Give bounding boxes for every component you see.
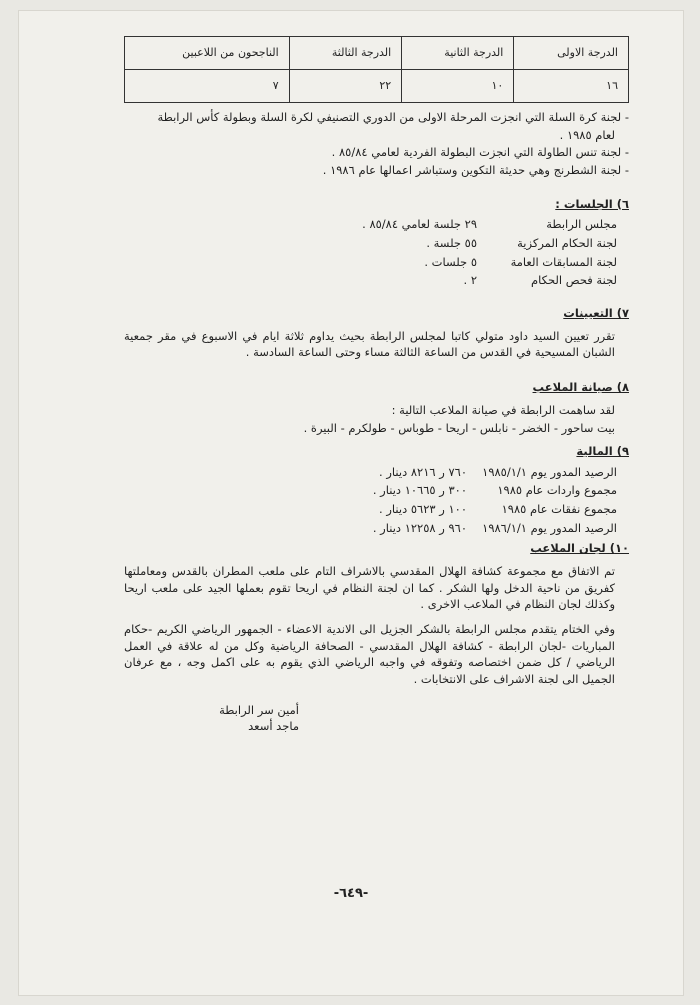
list-item (124, 464, 617, 481)
session-body: مجلس الرابطة (546, 217, 617, 232)
page-number: -٦٤٩- (333, 886, 369, 901)
document-body (124, 36, 629, 735)
session-count: ٥ جلسات . (424, 254, 477, 269)
list-item: - لجنة الشطرنج وهي حديثة التكوين وستباشر اعمالها عام ١٩٨٦ . (322, 163, 629, 178)
fields-text: تم الاتفاق مع مجموعة كشافة الهلال المقدسي بالاشراف التام على ملعب المطران بالقدس ومعاملتها كفريق من ناحية الدخل ولها الشكر . كما ان لجنة النظام في اريحا تقوم بعملها الجيد على ملعب اريحا وكذلك لجان النظام في الملاعب الاخرى . (124, 564, 615, 612)
list-item (124, 254, 617, 271)
table-cell: ١٠ (402, 70, 514, 103)
finance-amount: ٩٦٠ ر ١٢٢٥٨ دينار . (372, 520, 467, 535)
table-header-row (125, 37, 629, 70)
list-item (124, 501, 617, 518)
finance-amount: ٧٦٠ ر ٨٢١٦ دينار . (379, 464, 467, 479)
finance-heading: ٩) المالية (576, 444, 629, 459)
table-header-cell: الدرجة الثالثة (289, 37, 402, 70)
table-cell: ١٦ (514, 70, 629, 103)
list-item (124, 520, 617, 537)
finance-item: مجموع واردات عام ١٩٨٥ (497, 483, 617, 498)
finance-item: الرصيد المدور يوم ١٩٨٥/١/١ (482, 464, 617, 479)
table-cell: ٧ (125, 70, 290, 103)
session-count: ٢ . (463, 273, 477, 288)
table-header-cell: الدرجة الاولى (514, 37, 629, 70)
signature-block (124, 702, 629, 735)
fields-heading: ١٠) لجان الملاعب (530, 541, 629, 556)
session-count: ٢٩ جلسة لعامي ٨٥/٨٤ . (362, 217, 477, 232)
maintenance-places: بيت ساحور - الخضر - نابلس - اريحا - طوباس - طولكرم - البيرة . (303, 421, 615, 436)
table-header-cell: الدرجة الثانية (402, 37, 514, 70)
session-body: لجنة المسابقات العامة (510, 254, 617, 269)
signature-name: ماجد أسعد (248, 719, 299, 734)
document-page (18, 10, 684, 996)
sessions-list (124, 216, 629, 289)
table-row (125, 70, 629, 103)
finance-amount: ١٠٠ ر ٥٦٢٣ دينار . (379, 502, 467, 517)
session-count: ٥٥ جلسة . (426, 236, 477, 251)
committee-list (124, 109, 629, 179)
session-body: لجنة الحكام المركزية (517, 236, 617, 251)
list-item (124, 216, 617, 233)
finance-list (124, 464, 629, 537)
list-item: لعام ١٩٨٥ . (559, 127, 615, 142)
appointments-text: تقرر تعيين السيد داود متولي كاتبا لمجلس الرابطة بحيث يداوم ثلاثة ايام في الاسبوع في مقر جمعية الشبان المسيحية في القدس من الساعة الثالثة مساء وحتى الساعة السادسة . (124, 328, 615, 360)
table-header-cell: الناجحون من اللاعبين (125, 37, 290, 70)
list-item: - لجنة تنس الطاولة التي انجزت البطولة الفردية لعامي ٨٥/٨٤ . (331, 145, 629, 160)
finance-amount: ٣٠٠ ر ١٠٦٦٥ دينار . (372, 483, 467, 498)
signature-title: أمين سر الرابطة (219, 702, 299, 717)
table-cell: ٢٢ (289, 70, 402, 103)
closing-text: وفي الختام يتقدم مجلس الرابطة بالشكر الجزيل الى الاندية الاعضاء - الجمهور الرياضي الكريم -حكام المباريات -لجان الرابطة - كشافة الهلال المقدسي - الصحافة الرياضية وكل من له علاقة في العمل الرياضي / كل ضمن اختصاصه وتفوقه في واجبه الرياضي الذي يقوم به على اكمل وجه ، مع عرفان الجميل الى لجنة الاشراف على الانتخابات . (124, 622, 615, 687)
list-item: - لجنة كرة السلة التي انجزت المرحلة الاولى من الدوري التصنيفي لكرة السلة وبطولة كأس الرابطة (157, 110, 629, 124)
list-item (124, 272, 617, 289)
maintenance-heading: ٨) صيانة الملاعب (532, 380, 629, 395)
sessions-heading: ٦) الجلسات : (555, 196, 629, 211)
finance-item: مجموع نفقات عام ١٩٨٥ (501, 502, 617, 517)
results-table (124, 36, 629, 103)
list-item (124, 482, 617, 499)
session-body: لجنة فحص الحكام (531, 273, 617, 288)
maintenance-intro: لقد ساهمت الرابطة في صيانة الملاعب التالية : (391, 402, 615, 417)
list-item (124, 235, 617, 252)
appointments-heading: ٧) التعيينات (563, 306, 629, 321)
finance-item: الرصيد المدور يوم ١٩٨٦/١/١ (482, 520, 617, 535)
